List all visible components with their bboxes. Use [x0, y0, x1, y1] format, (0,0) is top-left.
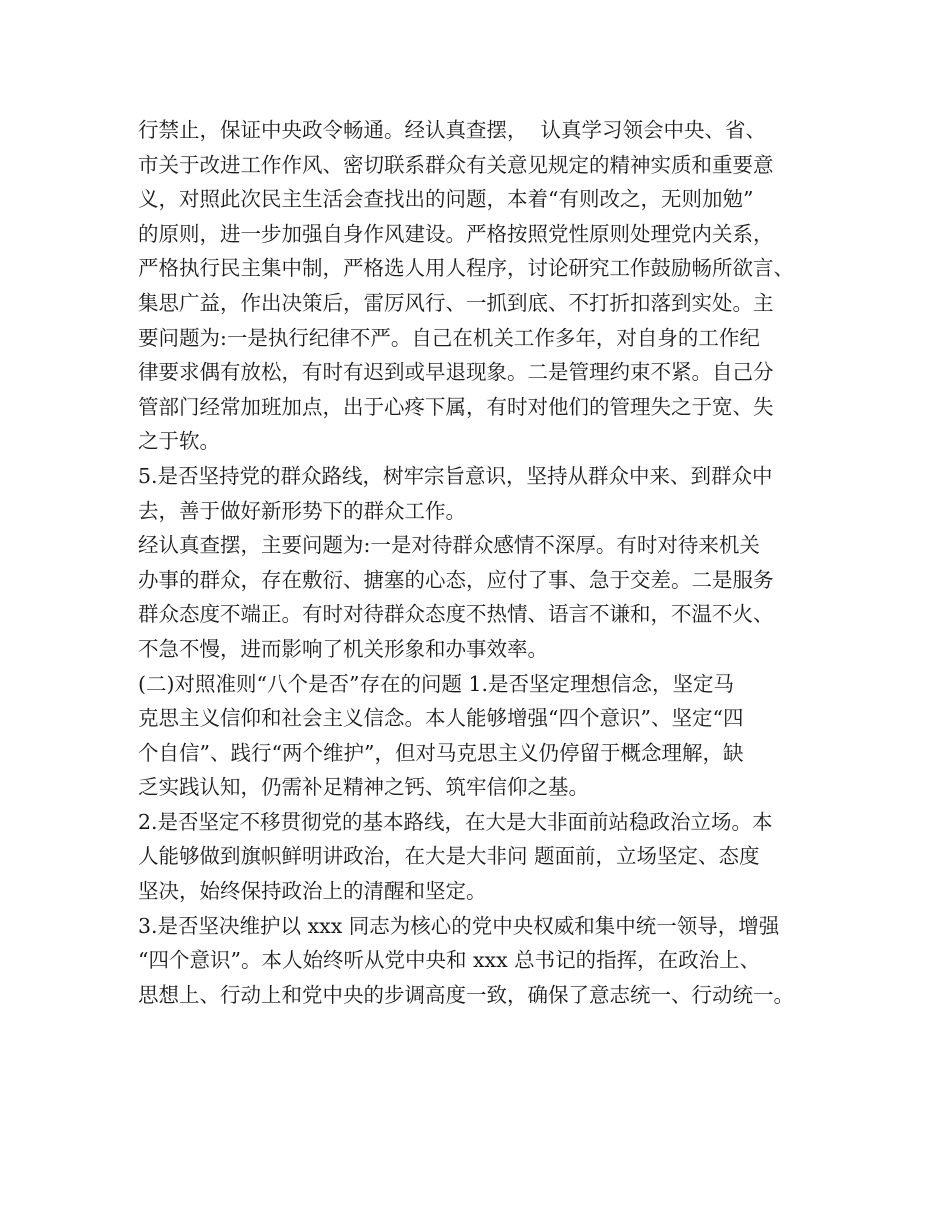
text-line: 市关于改进工作作风、密切联系群众有关意见规定的精神实质和重要意 [138, 152, 774, 177]
text-line: 之于软。 [138, 429, 220, 454]
text-line: 克思主义信仰和社会主义信念。本人能够增强“四个意识”、坚定“四 [138, 706, 744, 731]
text-line: 5.是否坚持党的群众路线，树牢宗旨意识，坚持从群众中来、到群众中 [138, 463, 773, 488]
text-line: 律要求偶有放松，有时有迟到或早退现象。二是管理约束不紧。自己分 [138, 360, 774, 385]
text-line: 义，对照此次民主生活会查找出的问题，本着“有则改之，无则加勉” [138, 187, 754, 212]
text-line: 要问题为:一是执行纪律不严。自己在机关工作多年，对自身的工作纪 [138, 325, 760, 350]
document-body [138, 113, 838, 1012]
text-line: 去，善于做好新形势下的群众工作。 [138, 498, 466, 523]
text-line: 群众态度不端正。有时对待群众态度不热情、语言不谦和，不温不火、 [138, 602, 774, 627]
text-line: 管部门经常加班加点，出于心疼下属，有时对他们的管理失之于宽、失 [138, 394, 774, 419]
text-line: 人能够做到旗帜鲜明讲政治，在大是大非问 题面前，立场坚定、态度 [138, 844, 760, 869]
text-line: 3.是否坚决维护以 xxx 同志为核心的党中央权威和集中统一领导，增强 [138, 913, 780, 938]
text-line: 集思广益，作出决策后，雷厉风行、一抓到底、不打折扣落到实处。主 [138, 290, 774, 315]
text-line: (二)对照准则“八个是否”存在的问题 1.是否坚定理想信念，坚定马 [138, 671, 735, 696]
text-line: 个自信”、践行“两个维护”，但对马克思主义仍停留于概念理解，缺 [138, 740, 744, 765]
text-line: 不急不慢，进而影响了机关形象和办事效率。 [138, 636, 548, 661]
text-line: 行禁止，保证中央政令畅通。经认真查摆， 认真学习领会中央、省、 [138, 118, 767, 142]
text-line: 坚决，始终保持政治上的清醒和坚定。 [138, 879, 487, 904]
text-line: 办事的群众，存在敷衍、搪塞的心态，应付了事、急于交差。二是服务 [138, 567, 774, 592]
text-line: 2.是否坚定不移贯彻党的基本路线，在大是大非面前站稳政治立场。本 [138, 809, 773, 834]
text-line: 的原则，进一步加强自身作风建设。严格按照党性原则处理党内关系， [138, 221, 774, 246]
text-line: “四个意识”。本人始终听从党中央和 xxx 总书记的指挥，在政治上、 [138, 948, 761, 973]
text-line: 经认真查摆，主要问题为:一是对待群众感情不深厚。有时对待来机关 [138, 533, 760, 558]
text-line: 乏实践认知，仍需补足精神之钙、筑牢信仰之基。 [138, 775, 589, 800]
text-line: 思想上、行动上和党中央的步调高度一致，确保了意志统一、行动统一。 [138, 982, 794, 1007]
text-line: 严格执行民主集中制，严格选人用人程序，讨论研究工作鼓励畅所欲言、 [138, 256, 794, 281]
